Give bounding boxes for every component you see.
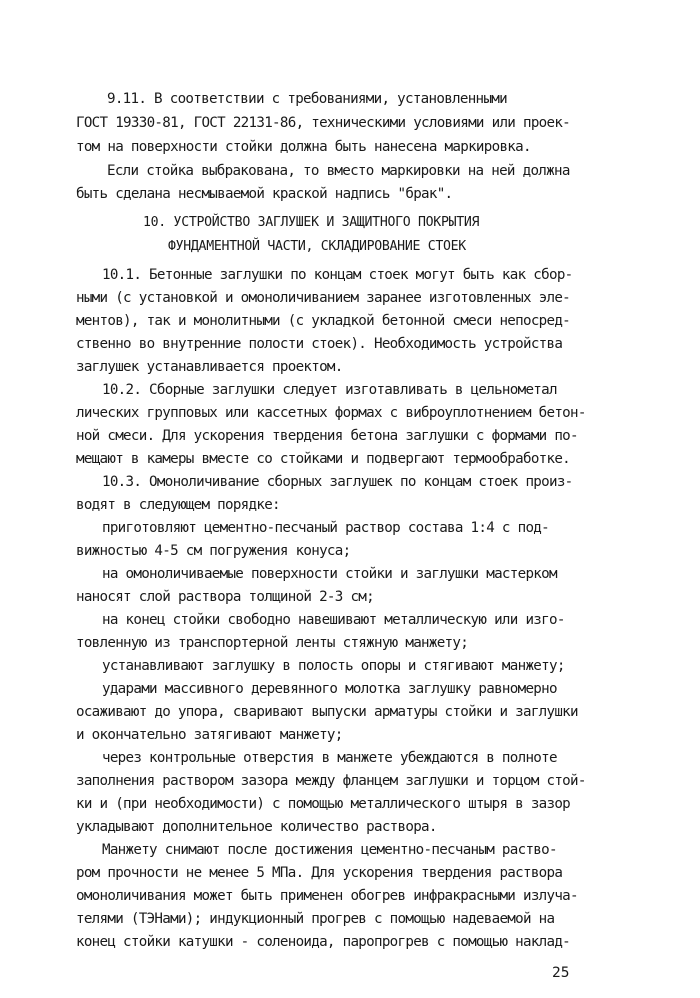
- text-line: телями (ТЭНами); индукционный прогрев с помощью надеваемой на: [76, 911, 555, 927]
- text-line: осаживают до упора, сваривают выпуски арматуры стойки и заглушки: [76, 704, 578, 720]
- text-line: быть сделана несмываемой краской надпись "брак".: [76, 186, 453, 202]
- text-line: вижностью 4-5 см погружения конуса;: [76, 543, 351, 559]
- text-line: 10.1. Бетонные заглушки по концам стоек могут быть как сбор-: [102, 267, 573, 283]
- text-line: товленную из транспортерной ленты стяжную манжету;: [76, 635, 469, 651]
- text-line: заглушек устанавливается проектом.: [76, 359, 343, 375]
- text-line: ударами массивного деревянного молотка заглушку равномерно: [102, 681, 557, 697]
- text-line: 10.2. Сборные заглушки следует изготавливать в цельнометал: [102, 382, 557, 398]
- text-line: водят в следующем порядке:: [76, 497, 280, 513]
- text-line: заполнения раствором зазора между фланцем заглушки и торцом стой-: [76, 773, 586, 789]
- section-heading: ФУНДАМЕНТНОЙ ЧАСТИ, СКЛАДИРОВАНИЕ СТОЕК: [168, 239, 466, 254]
- text-line: ментов), так и монолитными (с укладкой бетонной смеси непосред-: [76, 313, 571, 329]
- text-line: устанавливают заглушку в полость опоры и стягивают манжету;: [102, 658, 565, 674]
- text-line: 10.3. Омоноличивание сборных заглушек по концам стоек произ-: [102, 474, 573, 490]
- text-line: ки и (при необходимости) с помощью металлического штыря в зазор: [76, 796, 571, 812]
- text-line: приготовляют цементно-песчаный раствор состава 1:4 с под-: [102, 520, 549, 536]
- text-line: на омоноличиваемые поверхности стойки и заглушки мастерком: [102, 566, 557, 582]
- text-line: наносят слой раствора толщиной 2-3 см;: [76, 589, 374, 605]
- text-line: том на поверхности стойки должна быть нанесена маркировка.: [76, 139, 531, 155]
- text-line: укладывают дополнительное количество раствора.: [76, 819, 437, 835]
- section-heading: 10. УСТРОЙСТВО ЗАГЛУШЕК И ЗАЩИТНОГО ПОКРЫТИЯ: [143, 215, 480, 230]
- text-line: ственно во внутренние полости стоек). Необходимость устройства: [76, 336, 563, 352]
- text-line: 9.11. В соответствии с требованиями, установленными: [107, 91, 507, 107]
- text-line: ром прочности не менее 5 МПа. Для ускорения твердения раствора: [76, 865, 563, 881]
- text-line: мещают в камеры вместе со стойками и подвергают термообработке.: [76, 451, 571, 467]
- text-line: конец стойки катушки - соленоида, паропрогрев с помощью наклад-: [76, 934, 571, 950]
- text-line: Если стойка выбракована, то вместо маркировки на ней должна: [107, 163, 570, 179]
- text-line: ными (с установкой и омоноличиванием заранее изготовленных эле-: [76, 290, 571, 306]
- text-line: омоноличивания может быть применен обогрев инфракрасными излуча-: [76, 888, 578, 904]
- text-line: Манжету снимают после достижения цементно-песчаным раство-: [102, 842, 557, 858]
- text-line: ной смеси. Для ускорения твердения бетона заглушки с формами по-: [76, 428, 578, 444]
- text-line: и окончательно затягивают манжету;: [76, 727, 343, 743]
- text-line: ГОСТ 19330-81, ГОСТ 22131-86, техническими условиями или проек-: [76, 115, 571, 131]
- text-line: на конец стойки свободно навешивают металлическую или изго-: [102, 612, 565, 628]
- page-number: 25: [552, 965, 570, 981]
- text-line: через контрольные отверстия в манжете убеждаются в полноте: [102, 750, 557, 766]
- text-line: лических групповых или кассетных формах с виброуплотнением бетон-: [76, 405, 586, 421]
